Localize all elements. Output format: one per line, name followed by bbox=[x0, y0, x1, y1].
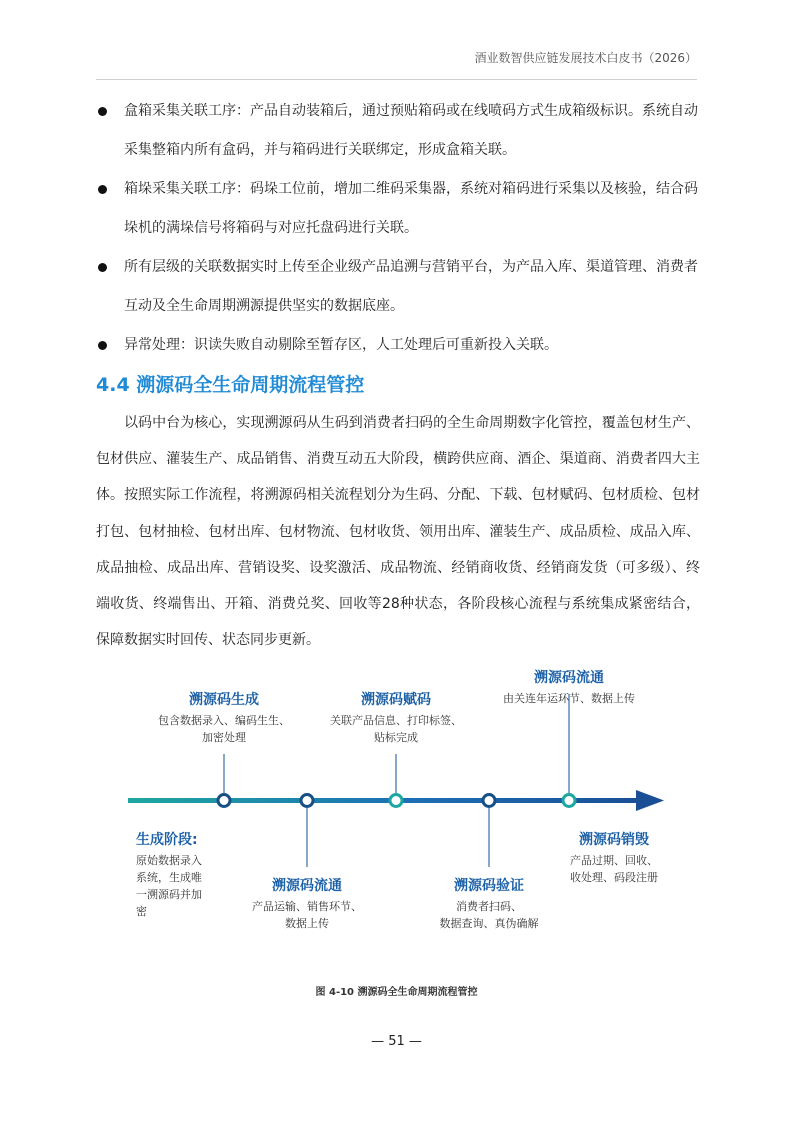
stage-desc: 数据上传 bbox=[285, 917, 329, 930]
timeline-svg bbox=[128, 654, 696, 954]
timeline-node bbox=[563, 795, 575, 807]
timeline-node bbox=[483, 795, 495, 807]
page-header bbox=[96, 48, 697, 80]
stage-desc: 原始数据录入 bbox=[136, 854, 202, 867]
stage-title: 溯源码流通 bbox=[534, 670, 604, 686]
timeline-node bbox=[218, 795, 230, 807]
stage-desc: 数据查询、真伪确解 bbox=[439, 917, 539, 930]
stage-desc: 由关连年运环节、数据上传 bbox=[503, 692, 635, 705]
stage-desc: 一溯源码并加 bbox=[136, 888, 202, 901]
timeline-node bbox=[301, 795, 313, 807]
stage-desc: 消费者扫码、 bbox=[456, 900, 522, 913]
stage-desc: 产品运输、销售环节、 bbox=[252, 900, 362, 913]
bullet-dot-icon bbox=[98, 107, 107, 116]
timeline-node bbox=[390, 795, 402, 807]
stage-title: 生成阶段: bbox=[136, 832, 198, 848]
stage-desc: 关联产品信息、打印标签、 bbox=[330, 714, 462, 727]
stage-desc: 贴标完成 bbox=[374, 731, 418, 744]
section-paragraph: 以码中台为核心，实现溯源码从生码到消费者扫码的全生命周期数字化管控，覆盖包材生产、包材供应、灌装生产、成品销售、消费互动五大阶段，横跨供应商、酒企、渠道商、消费者四大主体。按照实际工作流程，将溯源码相关流程划分为生码、分配、下载、包材赋码、包材质检、包材打包、包材抽检、包材出库、包材物流、包材收货、领用出库、灌装生产、成品质检、成品入库、成品抽检、成品出库、营销设奖、设奖激活、成品物流、经销商收货、经销商发货（可多级）、终端收货、终端售出、开箱、消费兑奖、回收等28种状态，各阶段核心流程与系统集成紧密结合，保障数据实时回传、状态同步更新。 bbox=[96, 415, 700, 649]
document-title: 酒业数智供应链发展技术白皮书（2026） bbox=[474, 51, 697, 65]
lifecycle-timeline-figure bbox=[128, 654, 696, 954]
stage-title: 溯源码生成 bbox=[189, 692, 259, 708]
bullet-item bbox=[96, 92, 700, 170]
main-content bbox=[96, 92, 700, 658]
stage-title: 溯源码销毁 bbox=[579, 832, 649, 848]
bullet-text: 异常处理：识读失败自动剔除至暂存区，人工处理后可重新投入关联。 bbox=[124, 337, 558, 353]
stage-desc: 产品过期、回收、 bbox=[570, 854, 658, 867]
stage-desc: 包含数据录入、编码生生、 bbox=[158, 714, 290, 727]
bullet-text: 盒箱采集关联工序：产品自动装箱后，通过预贴箱码或在线喷码方式生成箱级标识。系统自动采集整箱内所有盒码，并与箱码进行关联绑定，形成盒箱关联。 bbox=[124, 103, 698, 158]
stage-desc: 系统，生成唯 bbox=[136, 871, 202, 884]
bullet-dot-icon bbox=[98, 341, 107, 350]
stage-title: 溯源码验证 bbox=[454, 878, 524, 894]
stage-desc: 密 bbox=[136, 905, 147, 918]
bullet-dot-icon bbox=[98, 185, 107, 194]
bullet-item bbox=[96, 170, 700, 248]
stage-title: 溯源码赋码 bbox=[361, 692, 431, 708]
bullet-item bbox=[96, 248, 700, 326]
stage-desc: 收处理、码段注册 bbox=[570, 871, 658, 884]
bullet-item bbox=[96, 326, 700, 365]
bullet-dot-icon bbox=[98, 263, 107, 272]
bullet-text: 所有层级的关联数据实时上传至企业级产品追溯与营销平台，为产品入库、渠道管理、消费者互动及全生命周期溯源提供坚实的数据底座。 bbox=[124, 259, 698, 314]
page-number: — 51 — bbox=[371, 1034, 422, 1049]
section-heading: 4.4 溯源码全生命周期流程管控 bbox=[96, 374, 365, 396]
bullet-text: 箱垛采集关联工序：码垛工位前，增加二维码采集器，系统对箱码进行采集以及核验，结合码垛机的满垛信号将箱码与对应托盘码进行关联。 bbox=[124, 181, 698, 236]
figure-caption: 图 4-10 溯源码全生命周期流程管控 bbox=[315, 987, 478, 998]
stage-title: 溯源码流通 bbox=[272, 878, 342, 894]
stage-desc: 加密处理 bbox=[202, 731, 246, 744]
